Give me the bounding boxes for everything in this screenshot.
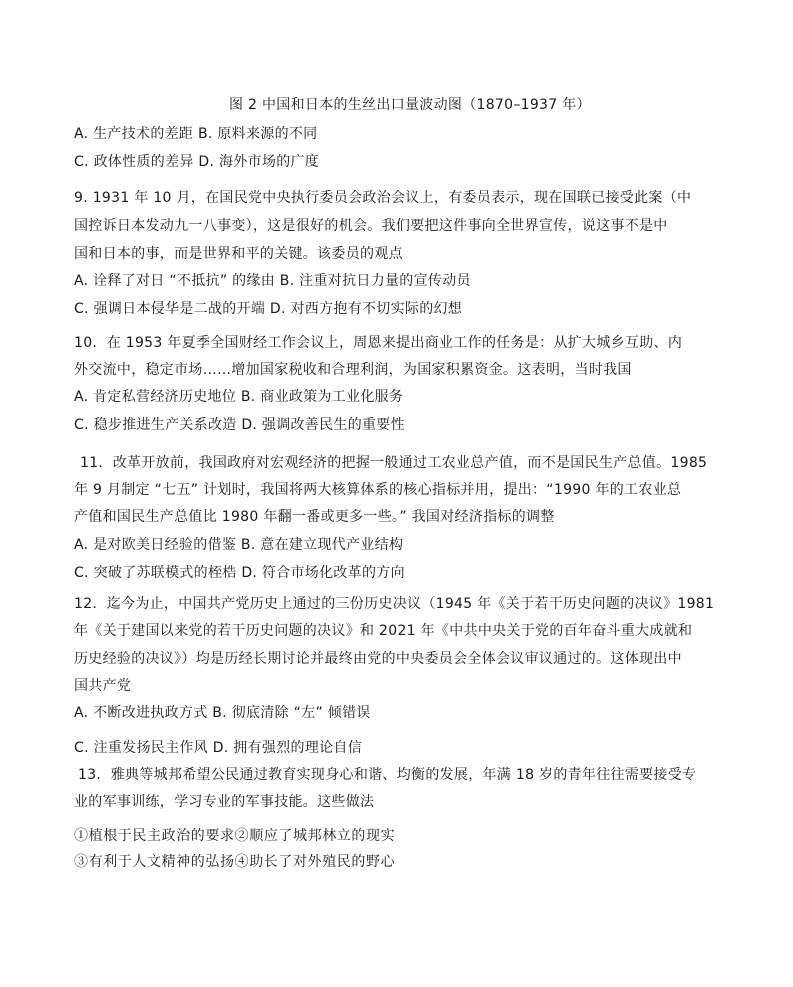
q8-options-cd: C. 政体性质的差异 D. 海外市场的广度: [74, 154, 320, 170]
q9-options-cd: C. 强调日本侵华是二战的开端 D. 对西方抱有不切实际的幻想: [74, 301, 463, 317]
q10-stem-line: 10．在 1953 年夏季全国财经工作会议上，周恩来提出商业工作的任务是：从扩大城乡互助、内: [74, 335, 683, 351]
q13-stem-line: 业的军事训练，学习专业的军事技能。这些做法: [74, 794, 375, 810]
q12-stem-line: 12．迄今为止，中国共产党历史上通过的三份历史决议（1945 年《关于若干历史问题的决议》1981: [74, 596, 715, 612]
q9-stem-line: 国和日本的事，而是世界和平的关键。该委员的观点: [74, 246, 403, 262]
q13-stem-line: 13．雅典等城邦希望公民通过教育实现身心和谐、均衡的发展，年满 18 岁的青年往往需要接受专: [78, 767, 697, 783]
q13-items-3-4: ③有利于人文精神的弘扬④助长了对外殖民的野心: [74, 854, 396, 870]
q13-items-1-2: ①植根于民主政治的要求②顺应了城邦林立的现实: [74, 828, 396, 844]
q12-stem-line: 国共产党: [74, 678, 132, 694]
q11-stem-line: 11．改革开放前，我国政府对宏观经济的把握一般通过工农业总产值，而不是国民生产总值。1985: [80, 455, 708, 471]
q9-stem-line: 国控诉日本发动九一八事变），这是很好的机会。我们要把这件事向全世界宣传，说这事不是中: [74, 218, 668, 234]
q9-stem-line: 9. 1931 年 10 月，在国民党中央执行委员会政治会议上，有委员表示，现在国联已接受此案（中: [74, 190, 692, 206]
q9-options-ab: A. 诠释了对日 “不抵抗” 的缘由 B. 注重对抗日力量的宣传动员: [74, 273, 471, 289]
q10-options-cd: C. 稳步推进生产关系改造 D. 强调改善民生的重要性: [74, 417, 405, 433]
figure-caption: 图 2 中国和日本的生丝出口量波动图（1870–1937 年）: [229, 97, 591, 113]
q11-stem-line: 产值和国民生产总值比 1980 年翻一番或更多一些。” 我国对经济指标的调整: [74, 509, 555, 525]
q12-options-ab: A. 不断改进执政方式 B. 彻底清除 “左” 倾错误: [74, 705, 371, 721]
q12-stem-line: 历史经验的决议》）均是历经长期讨论并最终由党的中央委员会全体会议审议通过的。这体现出中: [74, 651, 682, 667]
q11-stem-line: 年 9 月制定 “七五” 计划时，我国将两大核算体系的核心指标并用，提出：“1990 年的工农业总: [74, 482, 682, 498]
q12-options-cd: C. 注重发扬民主作风 D. 拥有强烈的理论自信: [74, 740, 363, 756]
q10-options-ab: A. 肯定私营经济历史地位 B. 商业政策为工业化服务: [74, 389, 404, 405]
q12-stem-line: 年《关于建国以来党的若干历史问题的决议》和 2021 年《中共中央关于党的百年奋斗重大成就和: [74, 623, 693, 639]
q8-options-ab: A. 生产技术的差距 B. 原料来源的不同: [74, 126, 318, 142]
q11-options-cd: C. 突破了苏联模式的桎梏 D. 符合市场化改革的方向: [74, 565, 405, 581]
q10-stem-line: 外交流中，稳定市场……增加国家税收和合理利润，为国家积累资金。这表明，当时我国: [74, 362, 632, 378]
q11-options-ab: A. 是对欧美日经验的借鉴 B. 意在建立现代产业结构: [74, 537, 404, 553]
